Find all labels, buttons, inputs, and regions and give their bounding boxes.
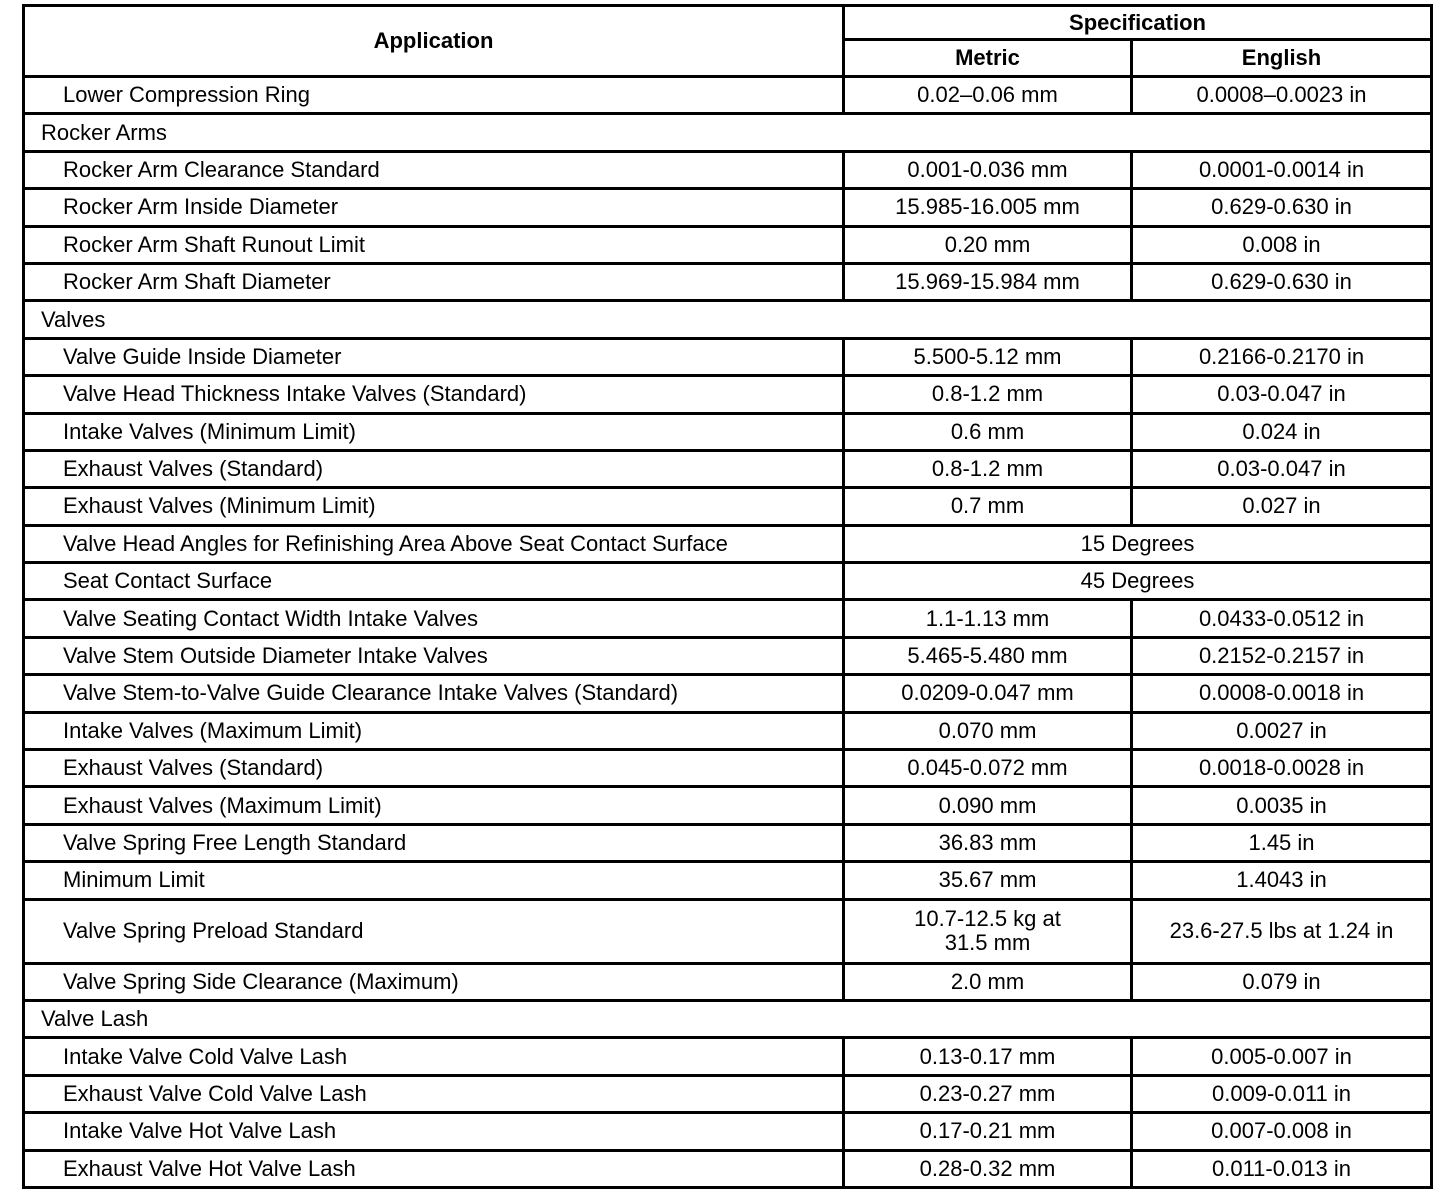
application-cell: Exhaust Valves (Minimum Limit): [24, 488, 844, 525]
table-row: [24, 824, 1432, 861]
table-row: [24, 450, 1432, 487]
table-row: [24, 600, 1432, 637]
group-label: Rocker Arms: [24, 114, 1432, 151]
metric-cell: 36.83 mm: [844, 824, 1132, 861]
table-header: [24, 6, 1432, 77]
table-row: [24, 1075, 1432, 1112]
group-row: [24, 1000, 1432, 1037]
application-cell: Rocker Arm Clearance Standard: [24, 151, 844, 188]
english-cell: 0.011-0.013 in: [1132, 1150, 1432, 1187]
table-row: [24, 376, 1432, 413]
english-cell: 0.009-0.011 in: [1132, 1075, 1432, 1112]
application-cell: Valve Head Angles for Refinishing Area Above Seat Contact Surface: [24, 525, 844, 562]
english-cell: 0.03-0.047 in: [1132, 450, 1432, 487]
table-row: [24, 675, 1432, 712]
metric-cell: 0.6 mm: [844, 413, 1132, 450]
application-cell: Valve Seating Contact Width Intake Valves: [24, 600, 844, 637]
table-row: [24, 862, 1432, 899]
english-cell: 0.2152-0.2157 in: [1132, 637, 1432, 674]
table-row: [24, 338, 1432, 375]
metric-cell: 10.7-12.5 kg at 31.5 mm: [844, 899, 1132, 963]
metric-cell: 0.13-0.17 mm: [844, 1038, 1132, 1075]
application-cell: Exhaust Valves (Standard): [24, 750, 844, 787]
group-row: [24, 114, 1432, 151]
table-row: [24, 263, 1432, 300]
specification-cell: 15 Degrees: [844, 525, 1432, 562]
application-cell: Valve Spring Side Clearance (Maximum): [24, 963, 844, 1000]
metric-cell: 15.969-15.984 mm: [844, 263, 1132, 300]
metric-cell: 0.001-0.036 mm: [844, 151, 1132, 188]
header-row: [24, 6, 1432, 40]
english-cell: 0.005-0.007 in: [1132, 1038, 1432, 1075]
application-cell: Valve Spring Free Length Standard: [24, 824, 844, 861]
table-row: [24, 1038, 1432, 1075]
table-row: [24, 151, 1432, 188]
specification-table: [22, 4, 1433, 1189]
table-row: [24, 1150, 1432, 1187]
table-row: [24, 1113, 1432, 1150]
application-cell: Valve Guide Inside Diameter: [24, 338, 844, 375]
metric-cell: 0.045-0.072 mm: [844, 750, 1132, 787]
metric-cell: 0.02–0.06 mm: [844, 77, 1132, 114]
english-cell: 0.03-0.047 in: [1132, 376, 1432, 413]
table-row: [24, 899, 1432, 963]
application-cell: Exhaust Valves (Standard): [24, 450, 844, 487]
application-cell: Valve Stem-to-Valve Guide Clearance Intake Valves (Standard): [24, 675, 844, 712]
english-cell: 1.4043 in: [1132, 862, 1432, 899]
group-label: Valve Lash: [24, 1000, 1432, 1037]
metric-cell: 0.070 mm: [844, 712, 1132, 749]
table-row: [24, 712, 1432, 749]
english-cell: 0.0433-0.0512 in: [1132, 600, 1432, 637]
application-cell: Rocker Arm Shaft Diameter: [24, 263, 844, 300]
english-cell: 0.0001-0.0014 in: [1132, 151, 1432, 188]
metric-cell: 0.28-0.32 mm: [844, 1150, 1132, 1187]
application-cell: Minimum Limit: [24, 862, 844, 899]
application-cell: Lower Compression Ring: [24, 77, 844, 114]
metric-cell: 2.0 mm: [844, 963, 1132, 1000]
english-cell: 0.079 in: [1132, 963, 1432, 1000]
metric-cell: 0.8-1.2 mm: [844, 376, 1132, 413]
header-english: English: [1132, 40, 1432, 77]
application-cell: Exhaust Valves (Maximum Limit): [24, 787, 844, 824]
header-specification: Specification: [844, 6, 1432, 40]
english-cell: 0.0008–0.0023 in: [1132, 77, 1432, 114]
english-cell: 0.008 in: [1132, 226, 1432, 263]
english-cell: 0.024 in: [1132, 413, 1432, 450]
table-row: [24, 963, 1432, 1000]
table-row: [24, 488, 1432, 525]
application-cell: Valve Stem Outside Diameter Intake Valves: [24, 637, 844, 674]
english-cell: 0.2166-0.2170 in: [1132, 338, 1432, 375]
specification-cell: 45 Degrees: [844, 563, 1432, 600]
metric-cell: 0.20 mm: [844, 226, 1132, 263]
application-cell: Intake Valve Cold Valve Lash: [24, 1038, 844, 1075]
table-row: [24, 226, 1432, 263]
metric-cell: 0.0209-0.047 mm: [844, 675, 1132, 712]
metric-cell: 0.23-0.27 mm: [844, 1075, 1132, 1112]
metric-cell: 15.985-16.005 mm: [844, 189, 1132, 226]
group-row: [24, 301, 1432, 338]
table-row: [24, 787, 1432, 824]
application-cell: Intake Valve Hot Valve Lash: [24, 1113, 844, 1150]
header-application: Application: [24, 6, 844, 77]
metric-cell: 0.7 mm: [844, 488, 1132, 525]
metric-cell: 35.67 mm: [844, 862, 1132, 899]
english-cell: 0.629-0.630 in: [1132, 263, 1432, 300]
application-cell: Intake Valves (Maximum Limit): [24, 712, 844, 749]
application-cell: Intake Valves (Minimum Limit): [24, 413, 844, 450]
application-cell: Valve Head Thickness Intake Valves (Standard): [24, 376, 844, 413]
metric-cell: 0.8-1.2 mm: [844, 450, 1132, 487]
metric-cell: 0.17-0.21 mm: [844, 1113, 1132, 1150]
english-cell: 23.6-27.5 lbs at 1.24 in: [1132, 899, 1432, 963]
table-row: [24, 413, 1432, 450]
table-row: [24, 525, 1432, 562]
metric-cell: 5.465-5.480 mm: [844, 637, 1132, 674]
english-cell: 0.007-0.008 in: [1132, 1113, 1432, 1150]
english-cell: 1.45 in: [1132, 824, 1432, 861]
header-metric: Metric: [844, 40, 1132, 77]
table-row: [24, 189, 1432, 226]
group-label: Valves: [24, 301, 1432, 338]
application-cell: Seat Contact Surface: [24, 563, 844, 600]
metric-cell: 0.090 mm: [844, 787, 1132, 824]
table-body: [24, 77, 1432, 1188]
english-cell: 0.0018-0.0028 in: [1132, 750, 1432, 787]
application-cell: Exhaust Valve Hot Valve Lash: [24, 1150, 844, 1187]
table-row: [24, 563, 1432, 600]
metric-cell: 5.500-5.12 mm: [844, 338, 1132, 375]
table-row: [24, 750, 1432, 787]
application-cell: Valve Spring Preload Standard: [24, 899, 844, 963]
english-cell: 0.0008-0.0018 in: [1132, 675, 1432, 712]
metric-cell: 1.1-1.13 mm: [844, 600, 1132, 637]
english-cell: 0.0035 in: [1132, 787, 1432, 824]
english-cell: 0.027 in: [1132, 488, 1432, 525]
application-cell: Rocker Arm Shaft Runout Limit: [24, 226, 844, 263]
application-cell: Rocker Arm Inside Diameter: [24, 189, 844, 226]
table-row: [24, 637, 1432, 674]
english-cell: 0.629-0.630 in: [1132, 189, 1432, 226]
application-cell: Exhaust Valve Cold Valve Lash: [24, 1075, 844, 1112]
english-cell: 0.0027 in: [1132, 712, 1432, 749]
table-row: [24, 77, 1432, 114]
